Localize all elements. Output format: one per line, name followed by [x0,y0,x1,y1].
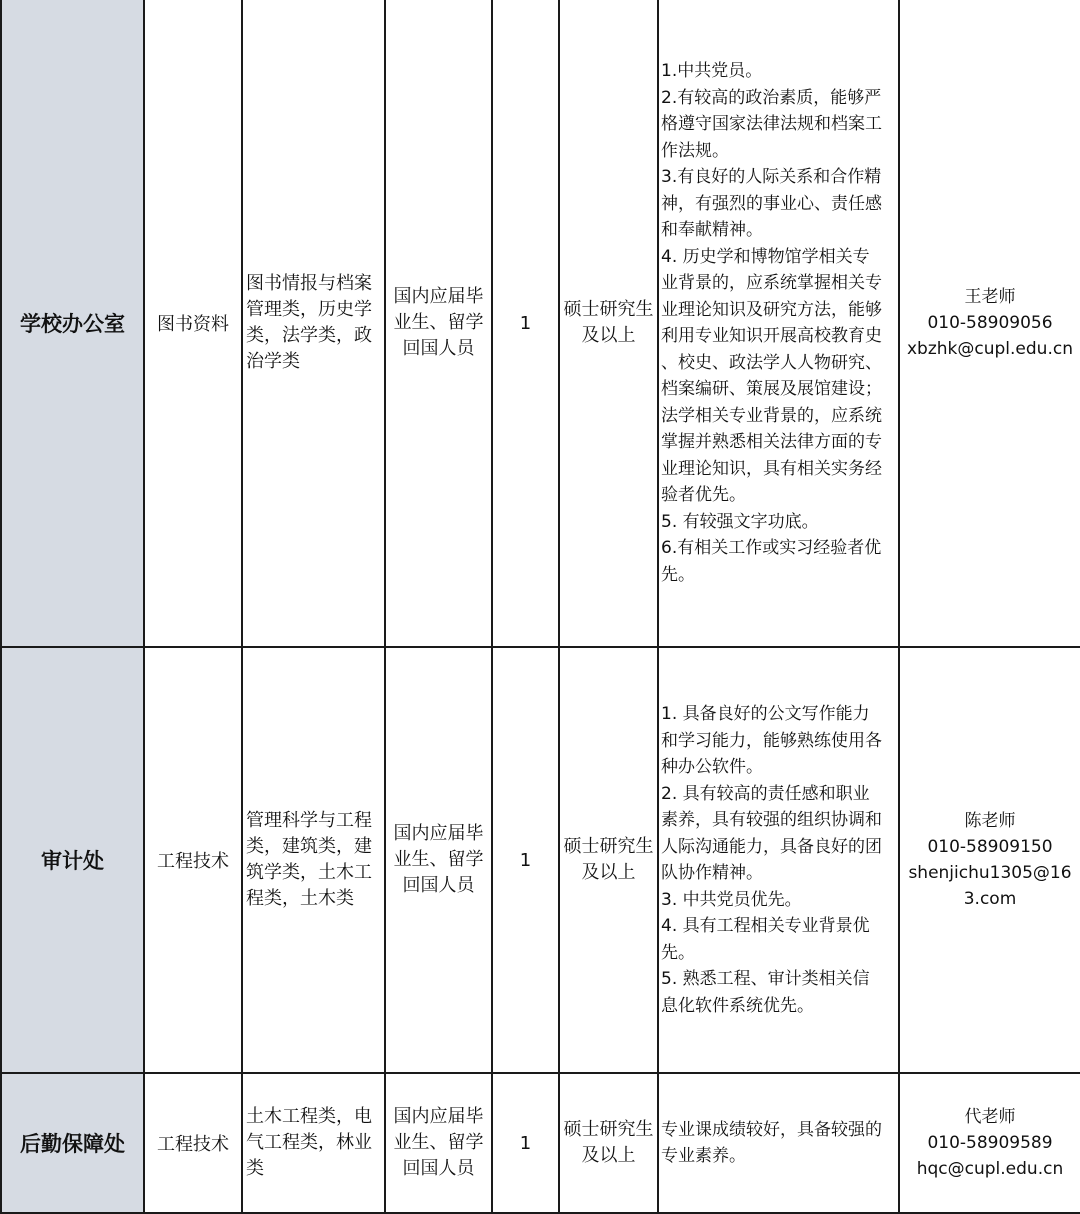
text-line: 业生、留学 [393,312,484,333]
text-line: 类，法学类，政 [246,325,372,346]
table-row [1,647,1080,1073]
text-line: 国内应届毕 [393,286,484,307]
text-line: 类 [246,1158,264,1179]
table-row [1,0,1080,647]
text-line: 验者优先。 [661,485,746,505]
text-line: 先。 [661,564,695,585]
text-line: 5. 有较强文字功底。 [661,511,819,532]
requirements-cell [658,647,899,1073]
text-line: 010-58909589 [927,1133,1053,1153]
contact-cell [899,647,1080,1073]
text-line: 1. 具备良好的公文写作能力 [661,704,870,724]
table-row [1,1073,1080,1213]
text-line: 王老师 [964,287,1016,307]
education-cell [559,647,658,1073]
text-line: 及以上 [581,325,636,346]
text-line: 010-58909150 [927,837,1053,857]
text-line: 和奉献精神。 [661,220,763,240]
major-cell [242,647,385,1073]
text-line: 010-58909056 [927,313,1053,333]
text-line: 档案编研、策展及展馆建设； [661,379,882,399]
text-line: 先。 [661,942,695,963]
text-line: 业理论知识，具有相关实务经 [661,458,882,479]
text-line: 2.有较高的政治素质，能够严 [661,87,882,108]
text-line: 4. 具有工程相关专业背景优 [661,916,870,936]
text-line: 素养，具有较强的组织协调和 [661,810,882,830]
position-category-cell: 工程技术 [144,647,242,1073]
source-cell [385,1073,492,1213]
text-line: 1.中共党员。 [661,61,763,81]
text-line: 3. 中共党员优先。 [661,889,802,910]
text-line: 代老师 [964,1107,1016,1127]
text-line: 3.有良好的人际关系和合作精 [661,167,882,187]
major-cell [242,1073,385,1213]
text-line: 土木工程类，电 [246,1106,372,1127]
text-line: 神，有强烈的事业心、责任感 [661,193,882,214]
text-line: 陈老师 [964,811,1016,831]
requirements-cell [658,1073,899,1213]
contact-cell [899,0,1080,647]
text-line: 队协作精神。 [661,863,763,883]
text-line: 回国人员 [402,1158,475,1179]
text-line: 业生、留学 [393,849,484,870]
text-line: 格遵守国家法律法规和档案工 [661,114,882,134]
text-line: 5. 熟悉工程、审计类相关信 [661,969,870,989]
department-cell: 审计处 [1,647,144,1073]
text-line: 利用专业知识开展高校教育史 [661,326,882,346]
text-line: 业背景的，应系统掌握相关专 [661,273,882,293]
text-line: 和学习能力，能够熟练使用各 [661,730,882,751]
text-line: 管理科学与工程 [246,810,372,831]
major-cell [242,0,385,647]
text-line: 掌握并熟悉相关法律方面的专 [661,432,882,452]
position-category-cell: 工程技术 [144,1073,242,1213]
text-line: 及以上 [581,1145,636,1166]
text-line: 3.com [963,889,1017,909]
text-line: 作法规。 [661,140,729,161]
text-line: 4. 历史学和博物馆学相关专 [661,246,870,267]
text-line: shenjichu1305@16 [908,863,1072,883]
education-cell [559,1073,658,1213]
education-cell [559,0,658,647]
department-cell: 后勤保障处 [1,1073,144,1213]
headcount-cell: 1 [492,0,559,647]
headcount-cell: 1 [492,1073,559,1213]
position-category-cell: 图书资料 [144,0,242,647]
text-line: 法学相关专业背景的，应系统 [661,405,882,426]
text-line: 筑学类，土木工 [246,862,372,883]
text-line: 硕士研究生 [563,1119,654,1140]
text-line: 回国人员 [402,338,475,359]
text-line: 类，建筑类，建 [246,836,372,857]
text-line: 国内应届毕 [393,823,484,844]
text-line: 、校史、政法学人人物研究、 [661,352,882,373]
text-line: 及以上 [581,862,636,883]
text-line: 人际沟通能力，具备良好的团 [661,836,882,857]
requirements-cell [658,0,899,647]
text-line: 程类，土木类 [246,888,354,909]
text-line: 硕士研究生 [563,836,654,857]
text-line: 气工程类，林业 [246,1132,372,1153]
department-cell: 学校办公室 [1,0,144,647]
text-line: 业生、留学 [393,1132,484,1153]
text-line: hqc@cupl.edu.cn [916,1159,1064,1179]
text-line: 2. 具有较高的责任感和职业 [661,783,870,804]
text-line: 治学类 [246,351,300,372]
source-cell [385,0,492,647]
text-line: 专业素养。 [661,1146,746,1166]
text-line: 种办公软件。 [661,757,763,777]
text-line: 6.有相关工作或实习经验者优 [661,538,882,558]
text-line: xbzhk@cupl.edu.cn [907,339,1073,359]
text-line: 专业课成绩较好，具备较强的 [661,1119,882,1140]
contact-cell [899,1073,1080,1213]
text-line: 回国人员 [402,875,475,896]
text-line: 硕士研究生 [563,299,654,320]
text-line: 息化软件系统优先。 [661,995,814,1016]
text-line: 业理论知识及研究方法，能够 [661,299,882,320]
source-cell [385,647,492,1073]
headcount-cell: 1 [492,647,559,1073]
text-line: 图书情报与档案 [246,273,372,294]
text-line: 国内应届毕 [393,1106,484,1127]
text-line: 管理类，历史学 [246,299,372,320]
